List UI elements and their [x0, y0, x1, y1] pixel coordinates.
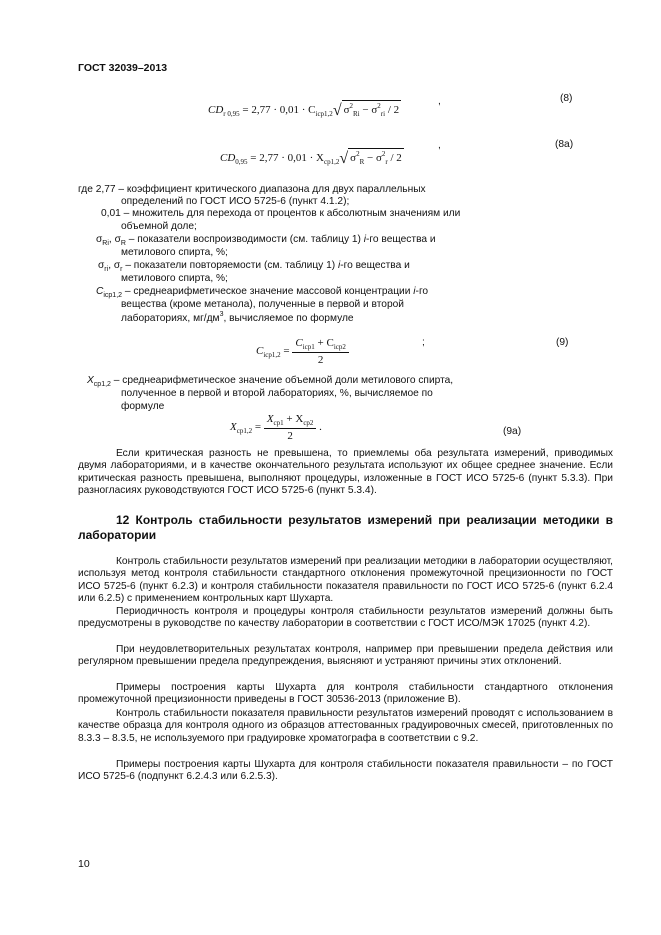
def-mass-concentration-line3: лабораториях, $мг/дм^3$, вычисляемое по формуле	[121, 311, 354, 324]
equation-number-8: (8)	[560, 93, 573, 104]
def-volume-fraction-line3: формуле	[121, 401, 165, 412]
def-repeatability-line2: метилового спирта, %;	[121, 273, 228, 284]
equation-number-8a: (8а)	[555, 139, 574, 150]
def-repeatability: $\sigma_{ri}$, $\sigma_r$ – показатели повторяемости (см. таблицу 1) i-го вещества и	[98, 260, 410, 273]
formula-8a	[220, 148, 404, 168]
formula-9: $C_{icp1,2}$ = $\frac{C_{icp1} + C_{icp2}}{2}$	[256, 337, 349, 366]
f8-lhs: CD	[208, 104, 224, 116]
document-header: ГОСТ 32039–2013	[78, 62, 168, 74]
paragraph-1: Контроль стабильности результатов измерений при реализации методики в лаборатории осуществляют, используя метод контроля стабильности стандартного отклонения промежуточной прецизионности по ГОСТ ИСО 5725-6 (пункт 6.2.3) и контроля стабильности показателя правильности по ГОСТ ИСО 5725-6 (пункт 6.2.4 или 6.2.5) с применением контрольных карт Шухарта.	[78, 556, 613, 605]
f8-eq: = 2,77 · 0,01 · C	[242, 104, 316, 116]
paragraph-5: Контроль стабильности показателя правильности результатов измерений проводят с использованием в качестве образца для контроля одного из образцов аттестованных градуировочных смесей, приготовленных по 8.3.3 – 8.3.5, не используемого при градуировке хроматографа в соответствии с 9.2.	[78, 708, 613, 744]
f8a-x-sub: cp1,2	[324, 158, 340, 166]
formula-9a: $X_{cp1,2}$ = $\frac{X_{cp1} + X_{cp2}}{2}$ .	[230, 413, 322, 442]
def-reproducibility-line2: метилового спирта, %;	[121, 247, 228, 258]
formula-8	[208, 100, 401, 120]
paragraph-2: Периодичность контроля и процедуры контроля стабильности результатов измерений должны быть предусмотрены в руководстве по качеству лаборатории в соответствии с ГОСТ ИСО/МЭК 17025 (пункт 4.2).	[78, 606, 613, 630]
f8a-radicand: σ$^2_R$ − σ$^2_r$ / 2	[350, 150, 402, 166]
page-number: 10	[78, 858, 90, 870]
f8a-eq: = 2,77 · 0,01 · X	[250, 152, 325, 164]
f8a-lhs: CD	[220, 152, 236, 164]
equation-number-9: (9)	[556, 337, 569, 348]
f9-fraction: $\frac{C_{icp1} + C_{icp2}}{2}$	[292, 337, 349, 366]
equation-number-9a: (9а)	[503, 426, 522, 437]
paragraph-6: Примеры построения карты Шухарта для контроля стабильности показателя правильности – по ГОСТ ИСО 5725-6 (подпункт 6.2.4.3 или 6.2.5.3).	[78, 759, 613, 783]
f8-c-sub: icp1,2	[315, 110, 333, 118]
f8a-comma: ,	[438, 140, 441, 151]
f9a-fraction: $\frac{X_{cp1} + X_{cp2}}{2}$	[264, 413, 317, 442]
def-volume-fraction-line2: полученное в первой и второй лабораториях, %, вычисляемое по	[121, 388, 433, 399]
paragraph-critical-difference: Если критическая разность не превышена, то приемлемы оба результата измерений, приводимых двумя лабораториями, и в качестве окончательного результата используют их общее среднее значение. Если критическая разность превышена, выполняют процедуры, изложенные в ГОСТ ИСО 5725-6 (пункт 5.3.3). При разногласиях руководствуются ГОСТ ИСО 5725-6 (пункт 5.3.4).	[78, 448, 613, 497]
section-heading-12: 12 Контроль стабильности результатов измерений при реализации методики в лаборатории	[78, 513, 613, 542]
def-277-line2: определений по ГОСТ ИСО 5725-6 (пункт 4.1.2);	[121, 196, 350, 207]
def-volume-fraction: $X_{cp1,2}$ – среднеарифметическое значение объемной доли метилового спирта,	[87, 375, 454, 388]
f9-semicolon: ;	[422, 337, 425, 348]
f8-comma: ,	[438, 96, 441, 107]
paragraph-3: При неудовлетворительных результатах контроля, например при превышении предела действия или регулярном превышении предела предупреждения, выясняют и устраняют причины этих отклонений.	[78, 644, 613, 668]
def-mass-concentration-line2: вещества (кроме метанола), полученные в первой и второй	[121, 299, 404, 310]
f8-radicand: σ$^2_{Ri}$ − σ$^2_{ri}$ / 2	[343, 102, 400, 118]
f8-lhs-sub: r 0,95	[223, 110, 240, 118]
def-001-line2: объемной доле;	[121, 221, 197, 232]
def-mass-concentration: $C_{icp1,2}$ – среднеарифметическое значение массовой концентрации i-го	[96, 286, 429, 299]
def-277-line1: где 2,77 – коэффициент критического диапазона для двух параллельных	[78, 184, 426, 195]
def-001-line1: 0,01 – множитель для перехода от процентов к абсолютным значениям или	[101, 208, 461, 219]
paragraph-4: Примеры построения карты Шухарта для контроля стабильности стандартного отклонения промежуточной прецизионности приведены в ГОСТ 30536-2013 (приложение В).	[78, 682, 613, 706]
f8a-lhs-sub: 0,95	[235, 158, 248, 166]
def-reproducibility: $\sigma_{Ri}$, $\sigma_R$ – показатели воспроизводимости (см. таблицу 1) i-го вещества и	[96, 234, 436, 247]
sqrt-icon: √	[332, 102, 342, 119]
sqrt-icon: √	[339, 150, 349, 167]
